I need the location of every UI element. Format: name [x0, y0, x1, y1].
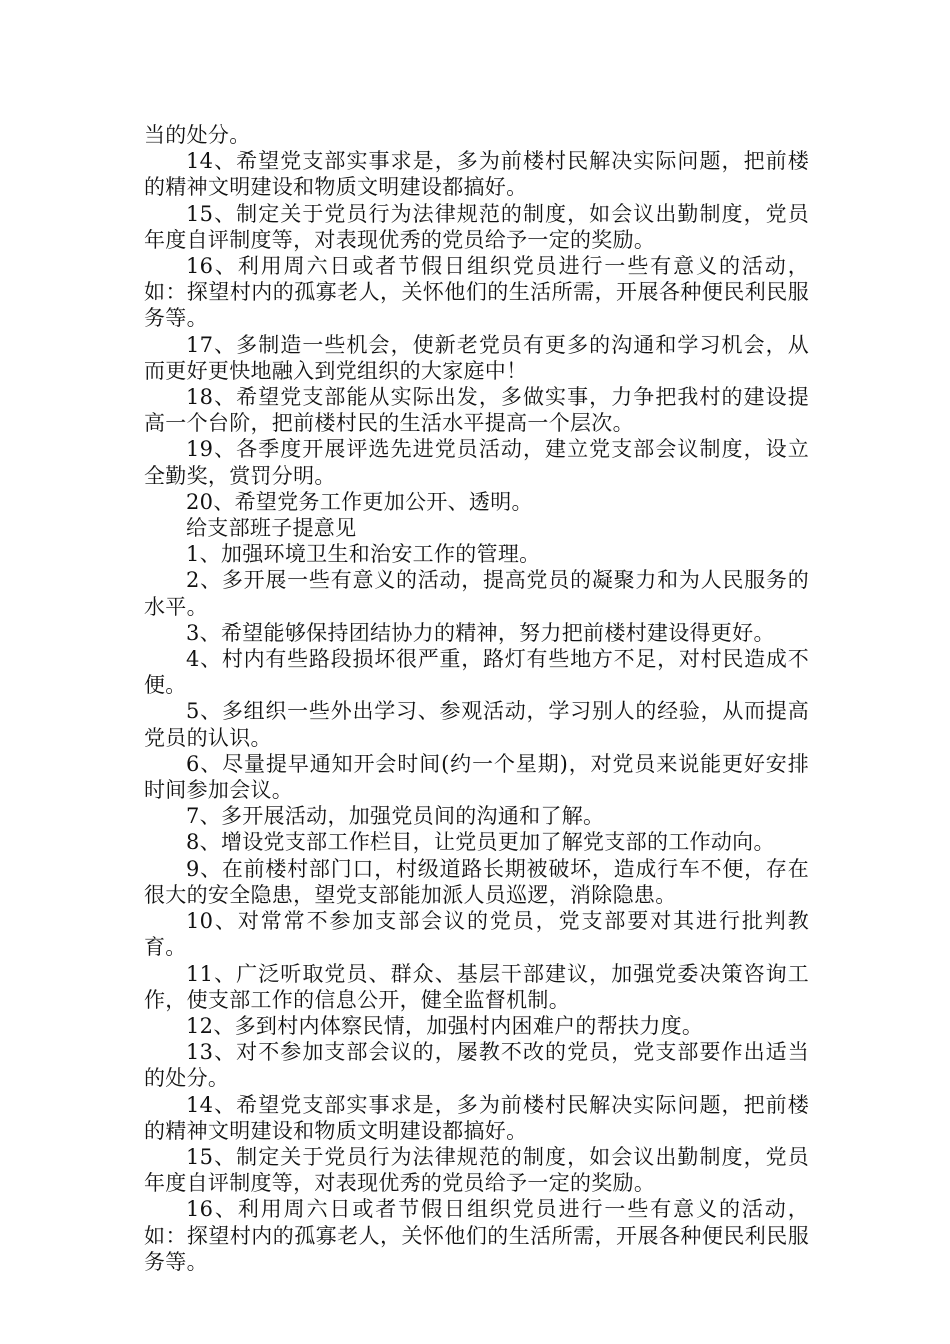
- paragraph-item-9: 9、在前楼村部门口，村级道路长期被破坏，造成行车不便，存在很大的安全隐患，望党支部能加派人员巡逻，消除隐患。: [144, 856, 809, 907]
- paragraph-item-15: 15、制定关于党员行为法律规范的制度，如会议出勤制度，党员年度自评制度等，对表现优秀的党员给予一定的奖励。: [144, 201, 809, 252]
- paragraph-item-17: 17、多制造一些机会，使新老党员有更多的沟通和学习机会，从而更好更快地融入到党组织的大家庭中！: [144, 332, 809, 383]
- paragraph-item-14-repeat: 14、希望党支部实事求是，多为前楼村民解决实际问题，把前楼的精神文明建设和物质文明建设都搞好。: [144, 1092, 809, 1143]
- paragraph-item-16: 16、利用周六日或者节假日组织党员进行一些有意义的活动，如：探望村内的孤寡老人，关怀他们的生活所需，开展各种便民利民服务等。: [144, 254, 809, 331]
- paragraph-item-2: 2、多开展一些有意义的活动，提高党员的凝聚力和为人民服务的水平。: [144, 568, 809, 619]
- paragraph-item-7: 7、多开展活动，加强党员间的沟通和了解。: [186, 804, 605, 829]
- paragraph-item-19: 19、各季度开展评选先进党员活动，建立党支部会议制度，设立全勤奖，赏罚分明。: [144, 437, 809, 488]
- paragraph-item-8: 8、增设党支部工作栏目，让党员更加了解党支部的工作动向。: [186, 830, 775, 855]
- paragraph-item-15-repeat: 15、制定关于党员行为法律规范的制度，如会议出勤制度，党员年度自评制度等，对表现优秀的党员给予一定的奖励。: [144, 1144, 809, 1196]
- paragraph-item-10: 10、对常常不参加支部会议的党员，党支部要对其进行批判教育。: [144, 909, 809, 960]
- document-body: [144, 122, 809, 1275]
- paragraph-item-11: 11、广泛听取党员、群众、基层干部建议，加强党委决策咨询工作，使支部工作的信息公开，健全监督机制。: [144, 961, 809, 1012]
- paragraph-item-6: 6、尽量提早通知开会时间(约一个星期)，对党员来说能更好安排时间参加会议。: [144, 751, 809, 803]
- paragraph-item-1: 1、加强环境卫生和治安工作的管理。: [186, 542, 541, 567]
- paragraph-item-18: 18、希望党支部能从实际出发，多做实事，力争把我村的建设提高一个台阶，把前楼村民的生活水平提高一个层次。: [144, 385, 809, 436]
- paragraph-item-3: 3、希望能够保持团结协力的精神，努力把前楼村建设得更好。: [186, 620, 775, 645]
- paragraph-item-13: 13、对不参加支部会议的，屡教不改的党员，党支部要作出适当的处分。: [144, 1040, 809, 1091]
- paragraph-continuation: 当的处分。: [144, 123, 251, 147]
- paragraph-item-16-repeat: 16、利用周六日或者节假日组织党员进行一些有意义的活动，如：探望村内的孤寡老人，关怀他们的生活所需，开展各种便民利民服务等。: [144, 1197, 809, 1274]
- paragraph-item-12: 12、多到村内体察民情，加强村内困难户的帮扶力度。: [186, 1013, 704, 1038]
- paragraph-item-14: 14、希望党支部实事求是，多为前楼村民解决实际问题，把前楼的精神文明建设和物质文明建设都搞好。: [144, 149, 809, 200]
- paragraph-item-4: 4、村内有些路段损坏很严重，路灯有些地方不足，对村民造成不便。: [144, 647, 809, 698]
- section-heading: 给支部班子提意见: [186, 516, 357, 541]
- paragraph-item-20: 20、希望党务工作更加公开、透明。: [186, 489, 533, 514]
- paragraph-item-5: 5、多组织一些外出学习、参观活动，学习别人的经验，从而提高党员的认识。: [144, 699, 809, 750]
